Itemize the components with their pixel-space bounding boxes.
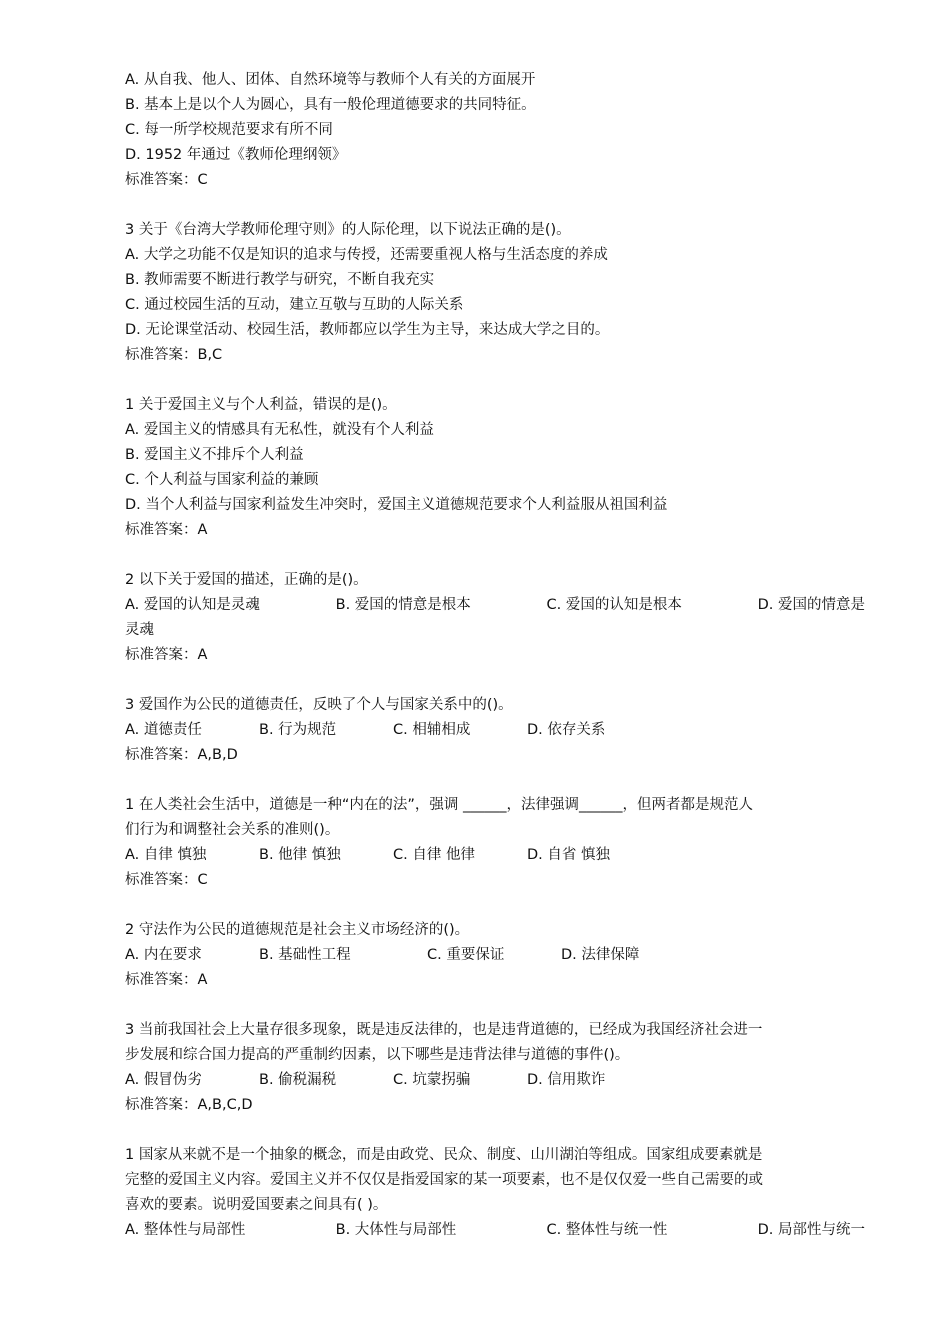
question-text: 2 守法作为公民的道德规范是社会主义市场经济的()。 [125,922,470,938]
option-b: B. 他律 慎独 [259,847,341,863]
standard-answer: 标准答案：A,B,C,D [125,1097,253,1113]
option-b: B. 基础性工程 [259,947,351,963]
option-a: A. 从自我、他人、团体、自然环境等与教师个人有关的方面展开 [125,72,536,88]
options-row [125,843,865,868]
standard-answer: 标准答案：B,C [125,347,223,363]
question-text-cont: 们行为和调整社会关系的准则()。 [125,822,340,838]
option-d: D. 局部性与统一 [757,1222,865,1238]
options-row [125,943,865,968]
option-c: C. 自律 他律 [393,847,475,863]
question-text: 1 国家从来就不是一个抽象的概念，而是由政党、民众、制度、山川湖泊等组成。国家组成要素就是 [125,1147,763,1163]
question-text: 1 在人类社会生活中，道德是一种“内在的法”，强调 ______，法律强调______，但两者都是规范人 [125,797,753,813]
option-a: A. 爱国主义的情感具有无私性，就没有个人利益 [125,422,434,438]
option-d: D. 1952 年通过《教师伦理纲领》 [125,147,347,163]
option-c: C. 重要保证 [427,947,505,963]
option-a: A. 道德责任 [125,722,202,738]
standard-answer: 标准答案：A,B,D [125,747,238,763]
option-a: A. 爱国的认知是灵魂 [125,597,260,613]
option-c: C. 相辅相成 [393,722,471,738]
option-c: C. 爱国的认知是根本 [546,597,682,613]
option-d: D. 爱国的情意是 [757,597,865,613]
option-a: A. 整体性与局部性 [125,1222,246,1238]
question-text-cont: 喜欢的要素。说明爱国要素之间具有( )。 [125,1197,388,1213]
option-d-wrap: 灵魂 [125,622,154,638]
question-text: 3 爱国作为公民的道德责任，反映了个人与国家关系中的()。 [125,697,513,713]
question-text: 3 当前我国社会上大量存很多现象，既是违反法律的，也是违背道德的，已经成为我国经济社会进一 [125,1022,763,1038]
option-b: B. 偷税漏税 [259,1072,337,1088]
option-b: B. 行为规范 [259,722,337,738]
option-d: D. 无论课堂活动、校园生活，教师都应以学生为主导，来达成大学之目的。 [125,322,610,338]
option-d: D. 法律保障 [561,947,640,963]
document-page [125,68,865,1243]
option-c: C. 每一所学校规范要求有所不同 [125,122,333,138]
option-d: D. 自省 慎独 [527,847,610,863]
option-c: C. 通过校园生活的互动，建立互敬与互助的人际关系 [125,297,464,313]
standard-answer: 标准答案：C [125,872,208,888]
options-row [125,1068,865,1093]
option-b: B. 基本上是以个人为圆心，具有一般伦理道德要求的共同特征。 [125,97,536,113]
option-d: D. 当个人利益与国家利益发生冲突时，爱国主义道德规范要求个人利益服从祖国利益 [125,497,668,513]
option-b: B. 教师需要不断进行教学与研究，不断自我充实 [125,272,435,288]
option-c: C. 个人利益与国家利益的兼顾 [125,472,319,488]
option-c: C. 坑蒙拐骗 [393,1072,471,1088]
option-a: A. 大学之功能不仅是知识的追求与传授，还需要重视人格与生活态度的养成 [125,247,608,263]
standard-answer: 标准答案：C [125,172,208,188]
options-row [125,593,865,618]
standard-answer: 标准答案：A [125,972,208,988]
option-b: B. 爱国的情意是根本 [335,597,471,613]
option-b: B. 爱国主义不排斥个人利益 [125,447,304,463]
option-a: A. 自律 慎独 [125,847,207,863]
standard-answer: 标准答案：A [125,647,208,663]
options-row [125,718,865,743]
options-row [125,1218,865,1243]
question-text: 2 以下关于爱国的描述，正确的是()。 [125,572,368,588]
question-text: 3 关于《台湾大学教师伦理守则》的人际伦理，以下说法正确的是()。 [125,222,571,238]
standard-answer: 标准答案：A [125,522,208,538]
option-a: A. 内在要求 [125,947,202,963]
question-text-cont: 步发展和综合国力提高的严重制约因素，以下哪些是违背法律与道德的事件()。 [125,1047,630,1063]
option-d: D. 依存关系 [527,722,606,738]
question-text: 1 关于爱国主义与个人利益，错误的是()。 [125,397,397,413]
option-a: A. 假冒伪劣 [125,1072,202,1088]
question-text-cont: 完整的爱国主义内容。爱国主义并不仅仅是指爱国家的某一项要素，也不是仅仅爱一些自己需要的或 [125,1172,763,1188]
option-d: D. 信用欺诈 [527,1072,606,1088]
option-b: B. 大体性与局部性 [335,1222,457,1238]
option-c: C. 整体性与统一性 [546,1222,668,1238]
